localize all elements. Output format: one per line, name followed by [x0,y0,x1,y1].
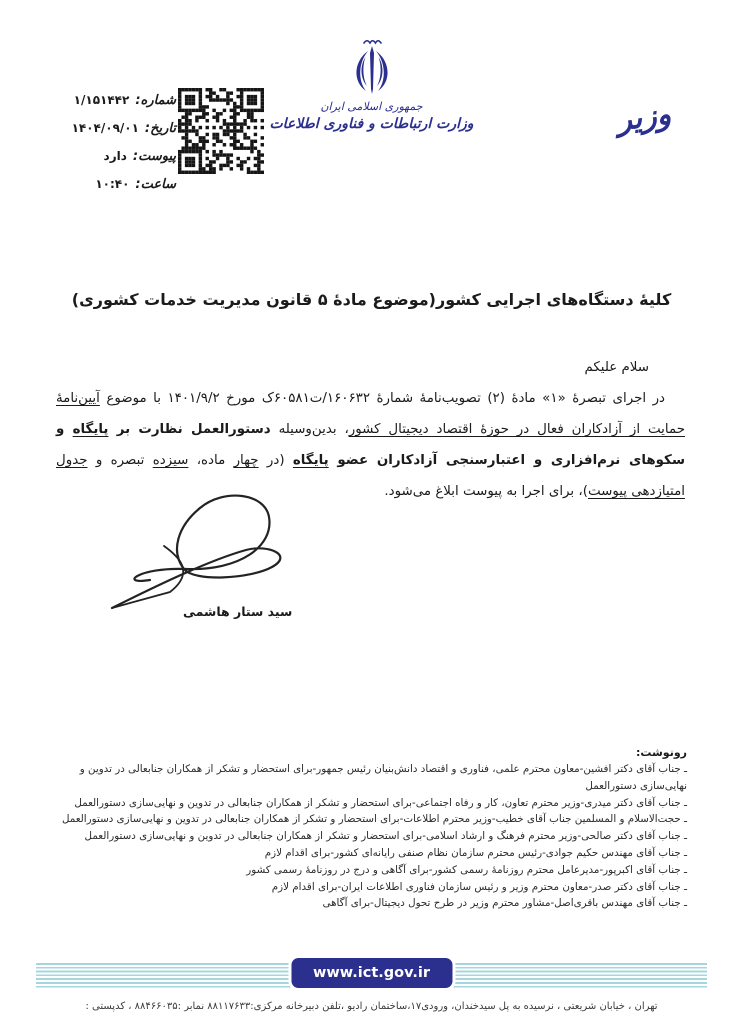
qr-code [178,88,264,174]
salutation: سلام علیکم [584,360,649,375]
iran-emblem-icon [349,38,395,98]
paragraph-segment: و سکوهای نرم‌افزاری و اعتبارسنجی آزادکاران عضو [56,422,685,468]
cc-list [48,761,687,912]
meta-label: تاریخ: [144,121,176,136]
meta-value: ۱۴۰۴/۰۹/۰۱ [71,121,139,135]
paragraph-segment: ماده، [188,453,234,468]
meta-value: دارد [103,149,127,163]
cc-item: ـ جناب آقای مهندس باقری‌اصل-مشاور محترم وزیر در طرح تحول دیجیتال-برای آگاهی [322,897,687,910]
meta-value: ۱/۱۵۱۴۴۲ [73,93,130,107]
letterhead-emblem-block [252,38,492,132]
meta-row [26,118,176,139]
paragraph-segment: چهار [233,453,259,468]
ministry-name: وزارت ارتباطات و فناوری اطلاعات [269,116,474,132]
paragraph-segment: تبصره و [87,453,153,468]
paragraph-segment: (در [258,453,293,468]
ministry-website-link[interactable]: www.ict.gov.ir [288,955,455,991]
cc-item: ـ جناب آقای دکتر افشین-معاون محترم علمی، فناوری و اقتصاد دانش‌بنیان رئیس جمهور-برای استحضار و تشکر از همکاران جنابعالی در تدوین و نهایی‌سازی دستورالعمل [79,763,687,792]
paragraph-segment: ، بدین‌وسیله [270,422,349,437]
meta-row [26,174,176,195]
minister-signature-title: وزیر [615,96,673,139]
meta-label: ساعت: [135,177,176,192]
cc-heading: رونوشت: [635,746,687,759]
footer-address: تهران ، خیابان شریعتی ، نرسیده به پل سیدخندان، ورودی۱۷،ساختمان رادیو ،تلفن دبیرخانه مرکزی:۸۸۱۱۷۶۳۳ نمابر :۸۸۴۶۶۰۳۵ ، کدپستی : [85,1001,658,1012]
paragraph-segment: پایگاه [72,422,109,437]
meta-label: پیوست: [132,149,176,164]
cc-item: ـ جناب آقای دکتر میدری-وزیر محترم تعاون، کار و رفاه اجتماعی-برای استحضار و تشکر از همکاران جنابعالی در تدوین و نهایی‌سازی دستورالعمل [74,796,687,809]
cc-item: ـ حجت‌الاسلام و المسلمین جناب آقای خطیب-وزیر محترم اطلاعات-برای استحضار و تشکر از همکاران جنابعالی در تدوین و نهایی‌سازی دستورالعمل [61,813,687,826]
paragraph-segment: آیین‌نامۀ حمایت از آزادکاران فعال در حوزۀ اقتصاد دیجیتال کشور [56,391,685,437]
paragraph-segment: )، برای اجرا به پیوست ابلاغ می‌شود. [384,484,588,499]
cc-item: ـ جناب آقای دکتر صدر-معاون محترم وزیر و رئیس سازمان فناوری اطلاعات ایران-برای اقدام لازم [271,880,687,893]
cc-item: ـ جناب آقای دکتر صالحی-وزیر محترم فرهنگ و ارشاد اسلامی-برای استحضار و تشکر از همکاران جنابعالی در تدوین و نهایی‌سازی دستورالعمل [84,830,687,843]
meta-row [26,146,176,167]
meta-row [26,90,176,111]
paragraph-segment: جدول امتیازدهی پیوست [56,453,685,499]
country-name: جمهوری اسلامی ایران [320,100,423,113]
meta-value: ۱۰:۴۰ [95,177,130,191]
cc-block [48,746,687,912]
paragraph-segment: در اجرای تبصرۀ «۱» مادۀ (۲) تصویب‌نامۀ شمارۀ ۱۶۰۶۳۲/ت۶۰۵۸۱ک مورخ ۱۴۰۱/۹/۲ با موضوع [99,391,665,406]
paragraph-segment: پایگاه [292,453,329,468]
paragraph-segment: دستورالعمل نظارت بر [108,422,271,437]
recipient-line: کلیۀ دستگاه‌های اجرایی کشور(موضوع مادۀ ۵ قانون مدیریت خدمات کشوری) [71,290,672,309]
handwritten-signature [100,484,315,612]
letter-meta [26,90,176,202]
cc-item: ـ جناب آقای اکبرپور-مدیرعامل محترم روزنامۀ رسمی کشور-برای آگاهی و درج در روزنامۀ رسمی کشور [246,863,687,876]
meta-label: شماره: [135,93,176,108]
cc-item: ـ جناب آقای مهندس حکیم جوادی-رئیس محترم سازمان نظام صنفی رایانه‌ای کشور-برای اقدام لازم [264,846,687,859]
signer-name: سید ستار هاشمی [183,604,293,619]
paragraph-segment: سیزده [152,453,189,468]
